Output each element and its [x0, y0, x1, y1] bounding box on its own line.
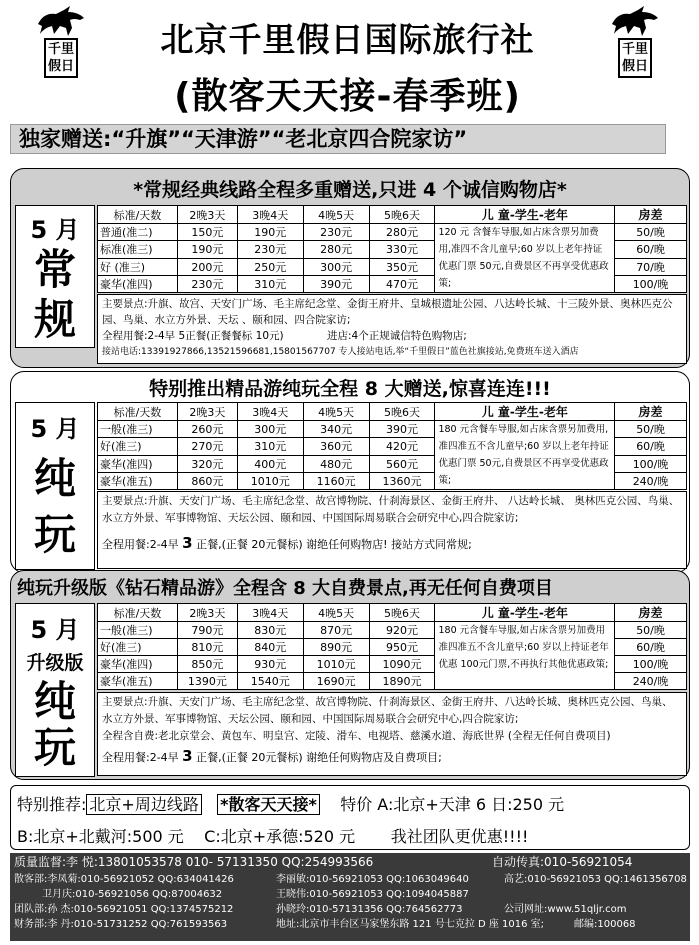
group-discount: 我社团队更优惠!!!!: [390, 827, 529, 846]
horse-icon: [34, 4, 88, 38]
table-cell: 930元: [237, 656, 303, 673]
info-box: [97, 294, 687, 364]
table-cell: 480元: [303, 455, 369, 472]
header-cell: 4晚5天: [303, 206, 369, 224]
header-cell: 房差: [615, 206, 687, 224]
table-cell: 850元: [177, 656, 237, 673]
table-row: [98, 224, 687, 241]
logo-left: [34, 4, 88, 80]
table-cell: 400元: [237, 455, 303, 472]
contact-text: 散客部:李凤菊:010-56921052 QQ:634041426: [14, 874, 234, 885]
table-cell: 50/晚: [615, 224, 687, 241]
header-cell: 儿 童-学生-老年: [435, 206, 615, 224]
contact-text: 李丽敏:010-56921053 QQ:1063049640: [276, 874, 469, 885]
table-cell: 1360元: [369, 472, 435, 489]
page-subtitle: (散客天天接-春季班): [174, 76, 521, 117]
header-cell: 儿 童-学生-老年: [435, 604, 615, 622]
route-name-2: 规: [33, 295, 76, 344]
table-cell: 190元: [177, 241, 237, 258]
table-cell: 190元: [237, 224, 303, 241]
table-cell: 390元: [303, 275, 369, 292]
meals-note: 正餐,(正餐 20元餐标) 谢绝任何购物店及自费项目;: [192, 751, 442, 764]
sights-text: 主要景点:升旗、故宫、天安门广场、毛主席纪念堂、金街王府井、皇城根遗址公园、八达岭长城、十三陵外景、奥林匹克公园、鸟巢、水立方外景、天坛 、颐和园、四合院家访;: [102, 298, 673, 326]
special-row-1: [17, 792, 564, 815]
table-cell: 320元: [177, 455, 237, 472]
table-cell: 420元: [369, 438, 435, 455]
header-cell: 5晚6天: [369, 206, 435, 224]
price-table: [97, 205, 687, 293]
header-cell: 5晚6天: [369, 604, 435, 622]
meals-count: 3: [182, 748, 193, 765]
meals-text: 全程用餐:2-4早: [102, 751, 183, 764]
offer-a: 特价 A:北京+天津 6 日:250 元: [340, 795, 565, 814]
header-cell: 2晚3天: [177, 604, 237, 622]
route-name-2: 玩: [33, 723, 76, 772]
table-header-row: [98, 403, 687, 421]
postcode-text: 邮编:100068: [574, 919, 636, 930]
table-cell: 330元: [369, 241, 435, 258]
table-cell: 豪华(准五): [98, 472, 178, 489]
table-cell: 300元: [303, 258, 369, 275]
meals-line: [102, 748, 682, 766]
table-cell: 豪华(准四): [98, 656, 178, 673]
table-cell: 230元: [237, 241, 303, 258]
contact-text: 孙晓玲:010-57131356 QQ:764562773: [276, 904, 463, 915]
table-cell: 860元: [177, 472, 237, 489]
table-cell: 810元: [177, 639, 237, 656]
contact-text: 团队部:孙 杰:010-56921051 QQ:1374575212: [14, 904, 234, 915]
table-cell: 250元: [237, 258, 303, 275]
table-cell: 790元: [177, 622, 237, 639]
policy-note: 180 元含餐车导服,如占床含票另加费用准四准五不含儿童早;60 岁以上持证老年优惠 100元门票,不再执行其他优惠政策;: [435, 622, 615, 690]
header-cell: 儿 童-学生-老年: [435, 403, 615, 421]
upgrade-label: 升级版: [26, 652, 84, 674]
policy-note: 120 元 含餐车导服,如占床含票另加费用,准四不含儿童早;60 岁以上老年持证优惠门票 50元,自费景区不再享受优惠政策;: [435, 224, 615, 293]
table-cell: 好 (准三): [98, 258, 178, 275]
table-cell: 好(准三): [98, 438, 178, 455]
panel-regular: [10, 168, 690, 368]
meals-note: 正餐,(正餐 20元餐标) 谢绝任何购物店! 接站方式同常规;: [192, 538, 472, 551]
table-cell: 840元: [237, 639, 303, 656]
table-cell: 100/晚: [615, 275, 687, 292]
table-cell: 100/晚: [615, 656, 687, 673]
panel-diamond: [10, 570, 690, 780]
table-cell: 60/晚: [615, 438, 687, 455]
footer-row: [14, 872, 686, 887]
header-cell: 3晚4天: [237, 604, 303, 622]
header-cell: 标准/天数: [98, 604, 178, 622]
special-route: 北京+周边线路: [86, 794, 201, 815]
route-name-1: 纯: [33, 677, 76, 726]
shops-text: 进店:4个正规诚信特色购物店;: [327, 330, 467, 342]
month-label: 5 月: [30, 415, 80, 443]
route-label: [15, 205, 95, 348]
table-cell: 50/晚: [615, 622, 687, 639]
table-cell: 60/晚: [615, 639, 687, 656]
table-cell: 1690元: [303, 673, 369, 690]
table-cell: 280元: [303, 241, 369, 258]
table-cell: 300元: [237, 421, 303, 438]
route-name-1: 常: [33, 245, 76, 294]
table-cell: 310元: [237, 438, 303, 455]
special-offer-box: [10, 785, 690, 850]
contact-text: 王晓伟:010-56921053 QQ:1094045887: [276, 889, 469, 900]
table-cell: 50/晚: [615, 421, 687, 438]
table-cell: 270元: [177, 438, 237, 455]
meals-text: 全程用餐:2-4早 5正餐(正餐餐标 10元): [102, 330, 284, 342]
table-cell: 230元: [177, 275, 237, 292]
table-cell: 890元: [303, 639, 369, 656]
month-label: 5 月: [30, 216, 80, 244]
table-cell: 870元: [303, 622, 369, 639]
table-cell: 470元: [369, 275, 435, 292]
table-cell: 60/晚: [615, 241, 687, 258]
page-title: 北京千里假日国际旅行社: [160, 20, 535, 59]
offer-c: C:北京+承德:520 元: [204, 827, 356, 846]
table-cell: 230元: [303, 224, 369, 241]
table-row: [98, 622, 687, 639]
website-text: 公司网址:www.51qljr.com: [504, 904, 627, 915]
table-cell: 830元: [237, 622, 303, 639]
table-cell: 340元: [303, 421, 369, 438]
horse-icon: [608, 4, 662, 38]
panel-pure-play: [10, 371, 690, 573]
quality-contact: 质量监督:李 悦:13801053578 010- 57131350 QQ:254993566: [14, 855, 374, 869]
table-cell: 1540元: [237, 673, 303, 690]
header-cell: 5晚6天: [369, 403, 435, 421]
table-cell: 1390元: [177, 673, 237, 690]
logo-right: [608, 4, 662, 80]
header-cell: 4晚5天: [303, 403, 369, 421]
table-cell: 好(准三): [98, 639, 178, 656]
table-cell: 豪华(准四): [98, 455, 178, 472]
contact-text: 卫月庆:010-56921056 QQ:87004632: [42, 889, 223, 900]
table-cell: 200元: [177, 258, 237, 275]
policy-note: 180 元含餐车导服,如占床含票另加费用,准四准五不含儿童早;60 岁以上老年持证优惠门票 50元,自费景区不再享受优惠政策;: [435, 421, 615, 490]
table-cell: 390元: [369, 421, 435, 438]
table-cell: 普通(准二): [98, 224, 178, 241]
header-cell: 4晚5天: [303, 604, 369, 622]
special-label: 特别推荐:: [17, 795, 87, 814]
meals-line: [102, 535, 682, 553]
header-cell: 2晚3天: [177, 403, 237, 421]
logo-seal: 千里假日: [44, 38, 78, 78]
contact-text: 财务部:李 丹:010-51731252 QQ:761593563: [14, 919, 228, 930]
table-cell: 豪华(准五): [98, 673, 178, 690]
table-cell: 100/晚: [615, 455, 687, 472]
table-cell: 1010元: [237, 472, 303, 489]
table-cell: 360元: [303, 438, 369, 455]
table-cell: 920元: [369, 622, 435, 639]
table-header-row: [98, 206, 687, 224]
route-label: [15, 402, 95, 570]
pickup-text: 接站电话:13391927866,13521596681,15801567707 专人接站电话,举“千里假日”蓝色社旗接站,免费班车送入酒店: [102, 347, 579, 357]
header-cell: 3晚4天: [237, 403, 303, 421]
address-text: 地址:北京市丰台区马家堡东路 121 号七克拉 D 座 1016 室;: [276, 919, 545, 930]
contact-footer: [10, 853, 690, 941]
footer-row: [14, 902, 686, 917]
route-label: [15, 603, 95, 777]
table-row: [98, 421, 687, 438]
table-cell: 280元: [369, 224, 435, 241]
logo-seal: 千里假日: [618, 38, 652, 78]
table-cell: 260元: [177, 421, 237, 438]
table-cell: 150元: [177, 224, 237, 241]
footer-row: [14, 855, 686, 872]
footer-row: [14, 887, 686, 902]
route-name-2: 玩: [33, 510, 76, 559]
table-cell: 1890元: [369, 673, 435, 690]
offer-b: B:北京+北戴河:500 元: [17, 827, 184, 846]
self-pay-text: 全程含自费:老北京堂会、黄包车、明皇宫、定陵、滑车、电视塔、慈溪水道、海底世界 (全程无任何自费项目): [102, 730, 611, 742]
month-label: 5 月: [30, 616, 80, 644]
table-cell: 310元: [237, 275, 303, 292]
panel-headline: *常规经典线路全程多重赠送,只进 4 个诚信购物店*: [133, 179, 567, 201]
table-cell: 豪华(准四): [98, 275, 178, 292]
table-cell: 1160元: [303, 472, 369, 489]
header-cell: 房差: [615, 604, 687, 622]
table-cell: 950元: [369, 639, 435, 656]
table-cell: 一般(准三): [98, 622, 178, 639]
gift-bar: 独家赠送:“升旗”“天津游”“老北京四合院家访”: [10, 124, 666, 154]
daily-tag: *散客天天接*: [217, 794, 320, 815]
info-box: [97, 692, 687, 776]
special-row-2: [17, 824, 528, 847]
contact-text: 高艺:010-56921053 QQ:1461356708: [504, 874, 687, 885]
table-cell: 70/晚: [615, 258, 687, 275]
table-cell: 标准(准三): [98, 241, 178, 258]
footer-row: [14, 917, 686, 932]
table-cell: 1010元: [303, 656, 369, 673]
table-cell: 240/晚: [615, 472, 687, 489]
meals-count: 3: [182, 535, 193, 552]
panel-headline: 纯玩升级版《钻石精品游》全程含 8 大自费景点,再无任何自费项目: [17, 578, 553, 599]
table-cell: 240/晚: [615, 673, 687, 690]
header-cell: 房差: [615, 403, 687, 421]
info-box: [97, 491, 687, 569]
route-name-1: 纯: [33, 454, 76, 503]
table-header-row: [98, 604, 687, 622]
header-cell: 标准/天数: [98, 206, 178, 224]
fax-contact: 自动传真:010-56921054: [492, 855, 633, 869]
table-cell: 1090元: [369, 656, 435, 673]
meals-text: 全程用餐:2-4早: [102, 538, 183, 551]
sights-text: 主要景点:升旗、天安门广场、毛主席纪念堂、故宫博物院、什刹海景区、金街王府井、八达岭长城、奥林匹克公园、鸟巢、水立方外景、军事博物馆、天坛公园、颐和园、中国国际周易联合会研究中心,四合院家访;: [102, 696, 673, 725]
header-cell: 2晚3天: [177, 206, 237, 224]
price-table: [97, 603, 687, 690]
header-cell: 标准/天数: [98, 403, 178, 421]
table-cell: 350元: [369, 258, 435, 275]
panel-headline: 特别推出精品游纯玩全程 8 大赠送,惊喜连连!!!: [149, 378, 551, 400]
price-table: [97, 402, 687, 490]
meals-line: [102, 328, 682, 344]
table-cell: 一般(准三): [98, 421, 178, 438]
table-cell: 560元: [369, 455, 435, 472]
header-cell: 3晚4天: [237, 206, 303, 224]
sights-text: 主要景点:升旗、天安门广场、毛主席纪念堂、故宫博物院、什刹海景区、金街王府井、 八达岭长城、 奥林匹克公园、鸟巢、水立方外景、军事博物馆、天坛公园、颐和园、中国国际周易联合会研究中心,四合院家访;: [102, 495, 680, 524]
